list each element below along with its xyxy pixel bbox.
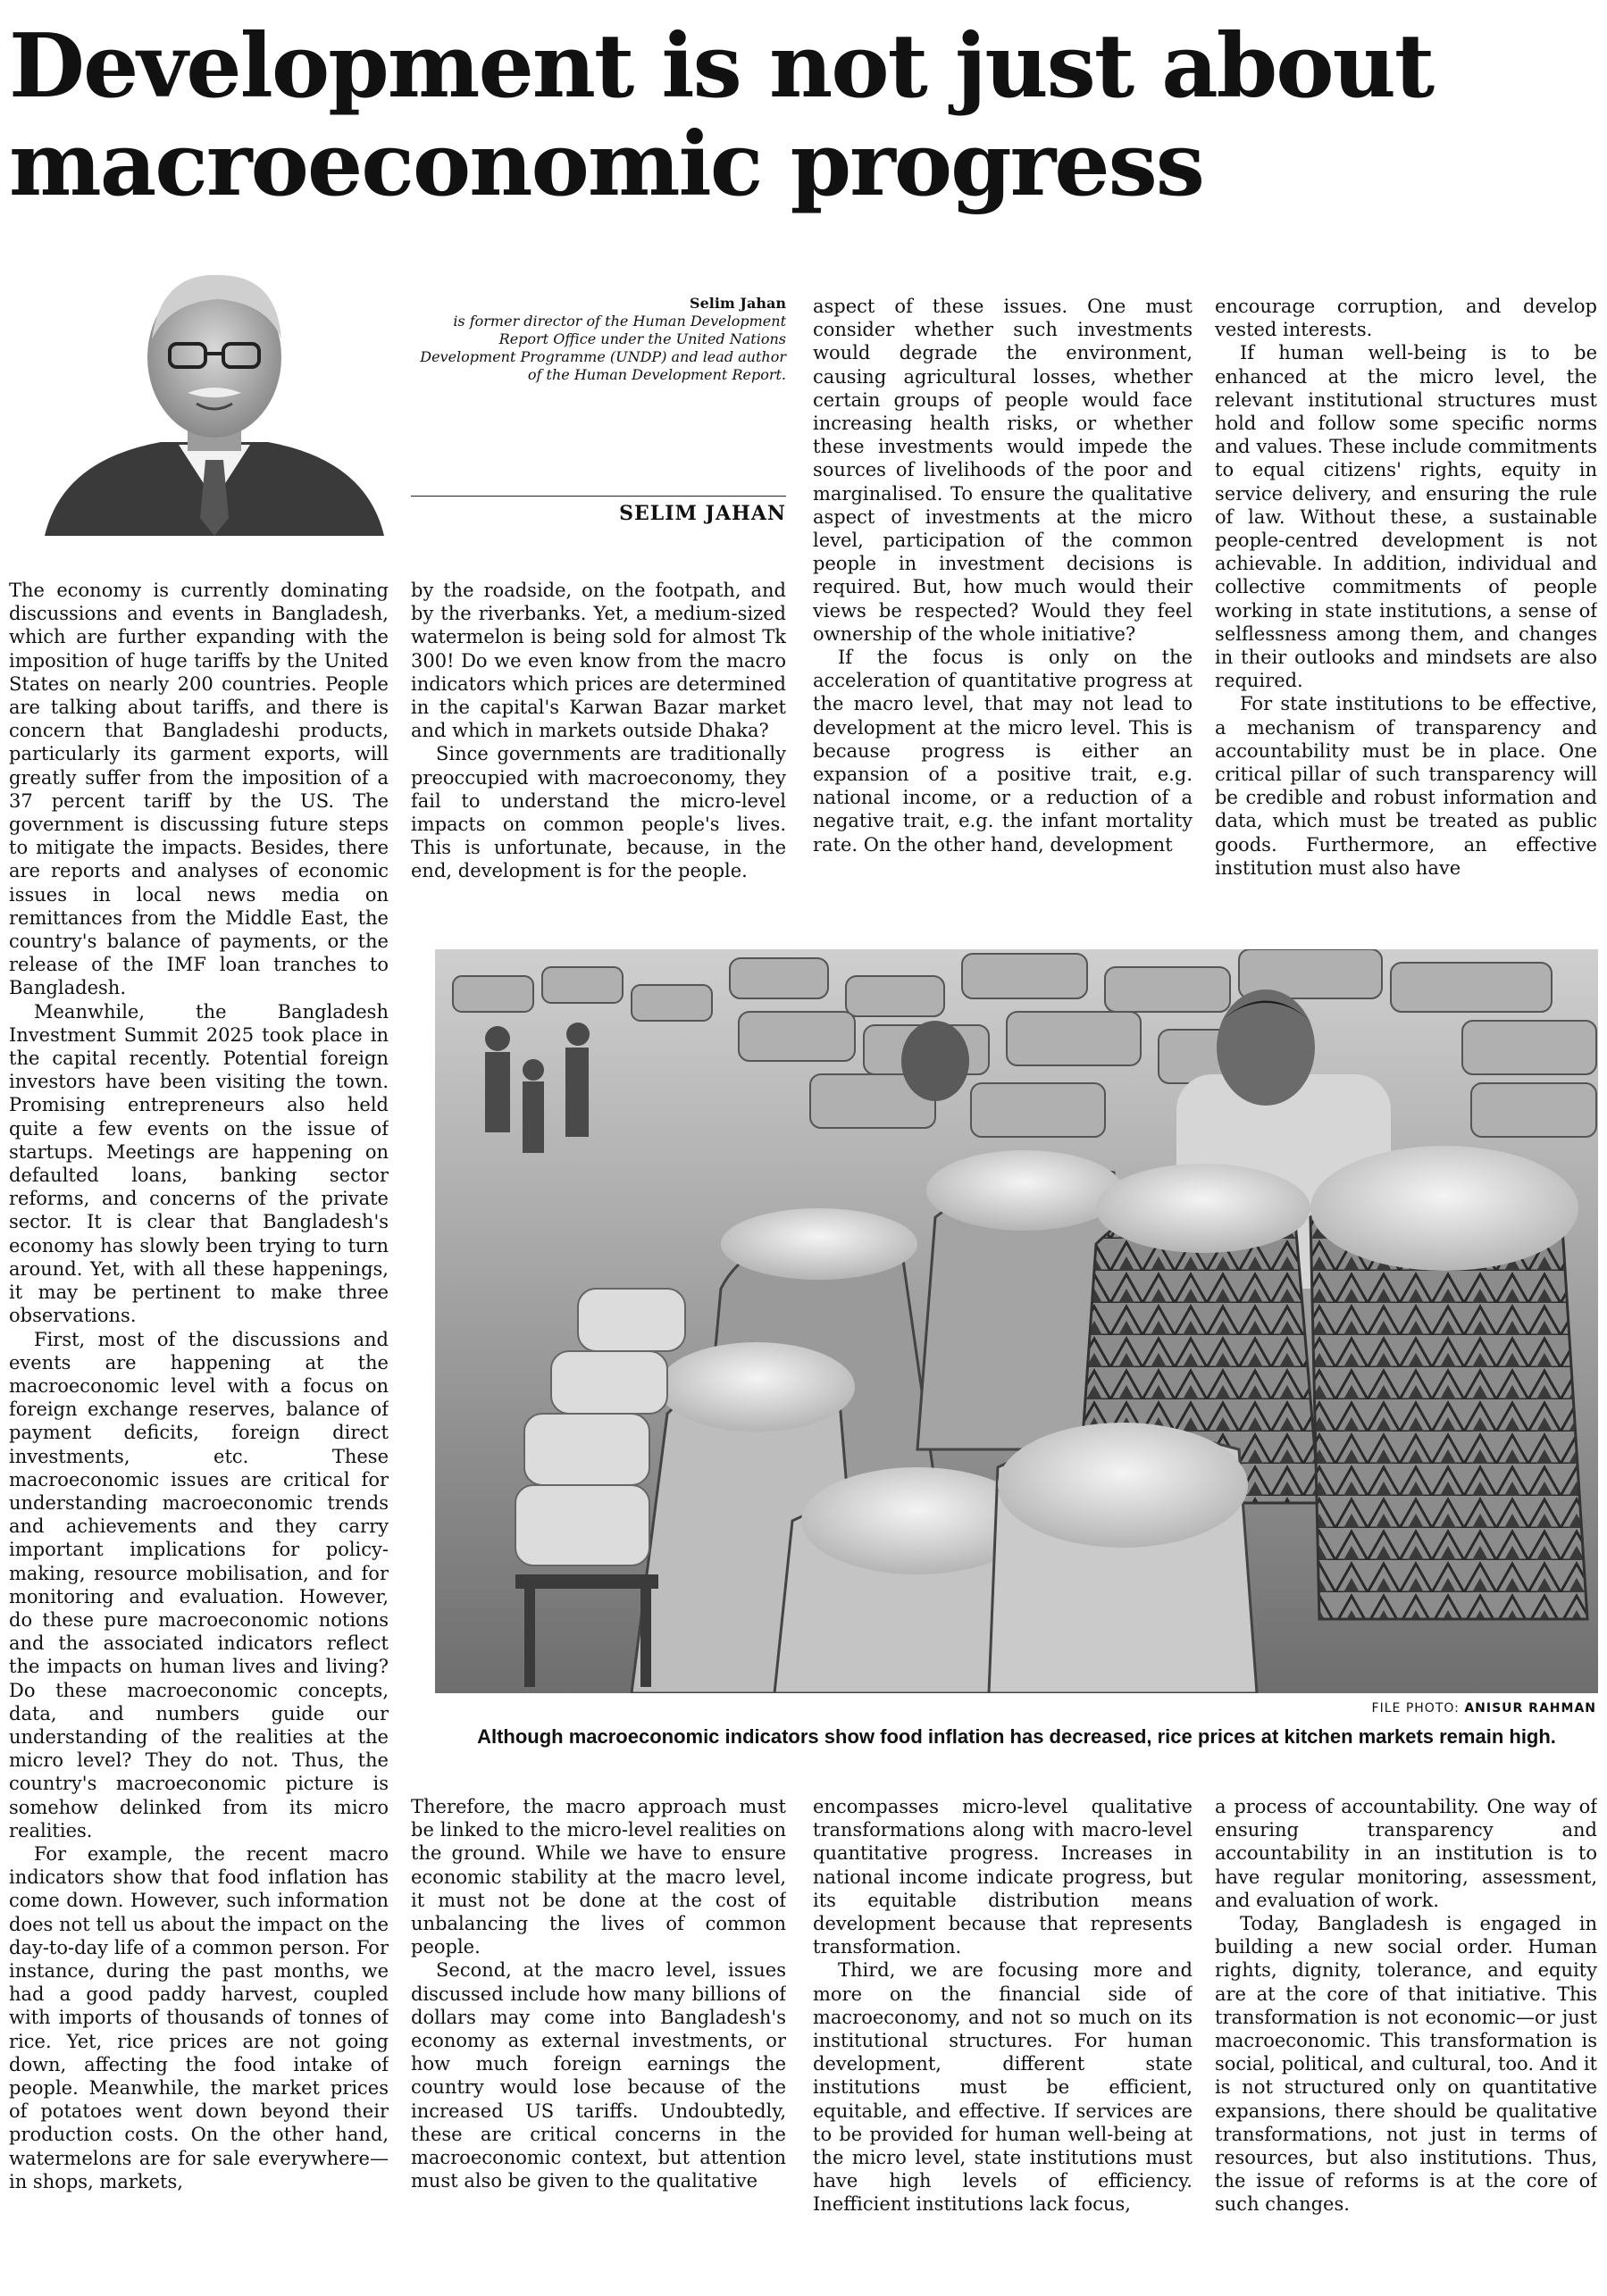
column-2-bottom [411, 1795, 786, 2293]
paragraph: For state institutions to be effective, a mechanism of transparency and accountability must be in place. One critical pillar of such transparency will be credible and robust information and data, which must be treated as public goods. Furthermore, an effective institution must also have [1215, 693, 1597, 879]
paragraph: Today, Bangladesh is engaged in building a new social order. Human rights, dignity, tolerance, and equity are at the core of that initiative. This transformation is not economic—or just macroeconomic. This transformation is social, political, and cultural, too. And it is not structured only on quantitative expansions, there should be qualitative transformations, not just in terms of resources, but also institutions. Thus, the issue of reforms is at the core of such changes. [1215, 1913, 1597, 2216]
paragraph: by the roadside, on the footpath, and by the riverbanks. Yet, a medium-sized watermelon is being sold for almost Tk 300! Do we even know from the macro indicators which prices are determined in the capital's Karwan Bazar market and which in markets outside Dhaka? [411, 580, 786, 742]
column-2-top [411, 579, 786, 936]
author-bio: is former director of the Human Development Report Office under the United Nations Development Programme (UNDP) and lead author of the Human Development Report. [420, 313, 786, 383]
paragraph: First, most of the discussions and events are happening at the macroeconomic level with a focus on foreign exchange reserves, balance of payment deficits, foreign direct investments, etc. These macroeconomic issues are critical for understanding macroeconomic trends and achievements and they carry important implications for policy-making, resource mobilisation, and for monitoring and evaluation. However, do these pure macroeconomic notions and the associated indicators reflect the impacts on human lives and living? Do these macroeconomic concepts, data, and numbers guide our understanding of the realities at the micro level? They do not. Thus, the country's macroeconomic picture is somehow delinked from its micro realities. [9, 1328, 389, 1841]
photo-credit-label: FILE PHOTO: [1371, 1701, 1460, 1716]
column-1 [9, 579, 389, 2293]
column-3-bottom [813, 1795, 1193, 2293]
photo-credit-name: ANISUR RAHMAN [1464, 1701, 1596, 1716]
author-name: Selim Jahan [690, 295, 786, 312]
author-info [411, 295, 786, 384]
column-4-top [1215, 295, 1597, 936]
paragraph: If the focus is only on the acceleration of quantitative progress at the macro level, that may not lead to development at the micro level. This is because progress is either an expansion of a positive trait, e.g. national income, or a reduction of a negative trait, e.g. the infant mortality rate. On the other hand, development [813, 647, 1193, 856]
paragraph: For example, the recent macro indicators show that food inflation has come down. However, such information does not tell us about the impact on the day-to-day life of a common person. For instance, during the past months, we had a good paddy harvest, coupled with imports of thousands of tonnes of rice. Yet, rice prices are not going down, affecting the food intake of people. Meanwhile, the market prices of potatoes went down beyond their production costs. On the other hand, watermelons are for sale everywhere—in shops, markets, [9, 1842, 389, 2192]
column-4-bottom [1215, 1795, 1597, 2293]
paragraph: aspect of these issues. One must consider whether such investments would degrade the environment, causing agricultural losses, whether certain groups of people would face increasing health risks, or whether these investments would impede the sources of livelihoods of the poor and marginalised. To ensure the qualitative aspect of investments at the micro level, participation of the common people in investment decisions is required. But, how much would their views be respected? Would they feel ownership of the whole initiative? [813, 296, 1193, 645]
paragraph: Second, at the macro level, issues discussed include how many billions of dollars may come into Bangladesh's economy as external investments, or how much foreign earnings the country would lose because of the increased US tariffs. Undoubtedly, these are critical concerns in the macroeconomic context, but attention must also be given to the qualitative [411, 1959, 786, 2192]
headline: Development is not just about macroeconomic progress [9, 15, 1434, 216]
paragraph: encompasses micro-level qualitative transformations along with macro-level quantitative progress. Increases in national income indicate progress, but its equitable distribution means development because that represents transformation. [813, 1796, 1193, 1958]
paragraph: encourage corruption, and develop vested interests. [1215, 296, 1597, 341]
paragraph: Since governments are traditionally preoccupied with macroeconomy, they fail to understand the micro-level impacts on common people's lives. This is unfortunate, because, in the end, development is for the people. [411, 743, 786, 882]
author-portrait [27, 268, 402, 536]
paragraph: Meanwhile, the Bangladesh Investment Summit 2025 took place in the capital recently. Potential foreign investors have been visiting the town. Promising entrepreneurs also held quite a few events on the issue of startups. Meetings are happening on defaulted loans, banking sector reforms, and concerns of the private sector. It is clear that Bangladesh's economy has slowly been trying to turn around. Yet, with all these happenings, it may be pertinent to make three observations. [9, 1000, 389, 1327]
byline: SELIM JAHAN [619, 502, 786, 525]
paragraph: If human well-being is to be enhanced at the micro level, the relevant institutional structures must hold and follow some specific norms and values. These include commitments to equal citizens' rights, equity in service delivery, and ensuring the rule of law. Without these, a sustainable people-centred development is not achievable. In addition, individual and collective commitments of people working in state institutions, a sense of selflessness among them, and changes in their outlooks and mindsets are also required. [1215, 342, 1597, 692]
byline-divider [411, 496, 786, 497]
column-3-top [813, 295, 1193, 936]
photo-caption: Although macroeconomic indicators show food inflation has decreased, rice prices at kitchen markets remain high. [477, 1725, 1556, 1748]
paragraph: Therefore, the macro approach must be linked to the micro-level realities on the ground. While we have to ensure economic stability at the macro level, it must not be done at the cost of unbalancing the lives of common people. [411, 1796, 786, 1958]
market-photo [435, 949, 1598, 1693]
paragraph: Third, we are focusing more and more on the financial side of macroeconomy, and not so much on its institutional structures. For human development, different state institutions must be efficient, equitable, and effective. If services are to be provided for human well-being at the micro level, state institutions must have high levels of efficiency. Inefficient institutions lack focus, [813, 1959, 1193, 2216]
paragraph: a process of accountability. One way of ensuring transparency and accountability in an institution is to have regular monitoring, assessment, and evaluation of work. [1215, 1796, 1597, 1911]
paragraph: The economy is currently dominating discussions and events in Bangladesh, which are further expanding with the imposition of huge tariffs by the United States on nearly 200 countries. People are talking about tariffs, and there is concern that Bangladeshi products, particularly its garment exports, will greatly suffer from the imposition of a 37 percent tariff by the US. The government is discussing future steps to mitigate the impacts. Besides, there are reports and analyses of economic issues in local news media on remittances from the Middle East, the country's balance of payments, or the release of the IMF loan tranches to Bangladesh. [9, 580, 389, 999]
photo-credit [1372, 1701, 1596, 1716]
